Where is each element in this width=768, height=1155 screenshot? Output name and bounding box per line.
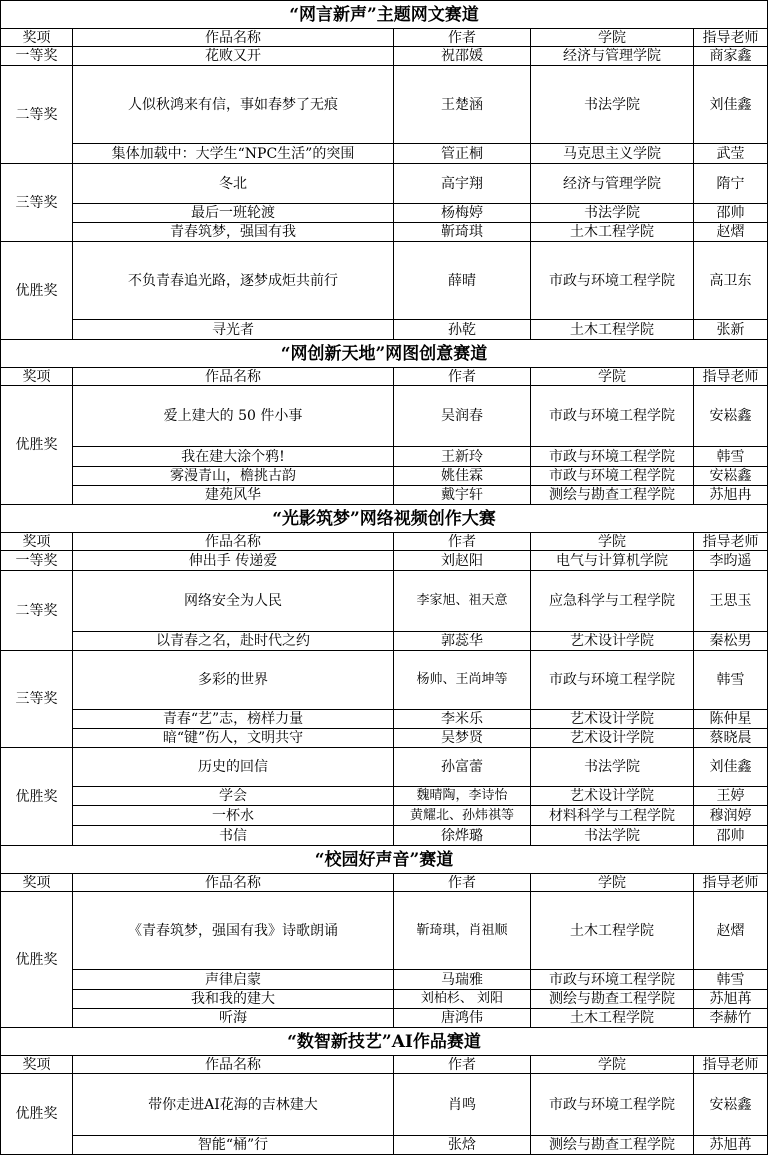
table-row: [1, 729, 768, 748]
header-award: 奖项: [1, 1056, 73, 1074]
teacher-cell: 赵熠: [694, 223, 768, 242]
header-author: 作者: [394, 874, 531, 892]
teacher-cell: 韩雪: [694, 970, 768, 990]
college-cell: 书法学院: [531, 826, 694, 846]
teacher-cell: 王思玉: [694, 571, 768, 632]
work-title-cell: 听海: [73, 1009, 394, 1028]
award-cell: 三等奖: [1, 651, 73, 748]
teacher-cell: 秦松男: [694, 632, 768, 651]
table-row: [1, 447, 768, 467]
header-college: 学院: [531, 1056, 694, 1074]
work-title-cell: 青春“艺”志，榜样力量: [73, 710, 394, 729]
author-cell: 杨帅、王尚坤等: [394, 651, 531, 710]
header-work: 作品名称: [73, 368, 394, 386]
header-college: 学院: [531, 29, 694, 47]
table-row: [1, 651, 768, 710]
author-cell: 唐鸿伟: [394, 1009, 531, 1028]
college-cell: 市政与环境工程学院: [531, 651, 694, 710]
work-title-cell: 人似秋鸿来有信，事如春梦了无痕: [73, 66, 394, 144]
table-row: [1, 990, 768, 1009]
college-cell: 土木工程学院: [531, 892, 694, 970]
header-teacher: 指导老师: [694, 874, 768, 892]
author-cell: 靳琦琪: [394, 223, 531, 242]
header-row: [1, 533, 768, 551]
awards-table-body: [1, 1, 768, 1155]
work-title-cell: 我和我的建大: [73, 990, 394, 1009]
teacher-cell: 蔡晓晨: [694, 729, 768, 748]
award-cell: 优胜奖: [1, 386, 73, 505]
teacher-cell: 李赫竹: [694, 1009, 768, 1028]
teacher-cell: 安崧鑫: [694, 386, 768, 447]
teacher-cell: 苏旭苒: [694, 1136, 768, 1155]
header-teacher: 指导老师: [694, 1056, 768, 1074]
work-title-cell: 以青春之名，赴时代之约: [73, 632, 394, 651]
section-title: “校园好声音”赛道: [1, 846, 768, 874]
work-title-cell: 不负青春追光路，逐梦成炬共前行: [73, 242, 394, 320]
college-cell: 电气与计算机学院: [531, 551, 694, 571]
college-cell: 市政与环境工程学院: [531, 242, 694, 320]
section-title-row: [1, 340, 768, 368]
teacher-cell: 穆润婷: [694, 806, 768, 826]
header-author: 作者: [394, 29, 531, 47]
header-row: [1, 874, 768, 892]
table-row: [1, 386, 768, 447]
table-row: [1, 748, 768, 787]
author-cell: 戴宇轩: [394, 486, 531, 505]
author-cell: 马瑞雅: [394, 970, 531, 990]
table-row: [1, 223, 768, 242]
college-cell: 市政与环境工程学院: [531, 1074, 694, 1136]
work-title-cell: 智能“桶”行: [73, 1136, 394, 1155]
author-cell: 张焓: [394, 1136, 531, 1155]
table-row: [1, 1136, 768, 1155]
table-row: [1, 467, 768, 486]
college-cell: 土木工程学院: [531, 320, 694, 340]
award-cell: 二等奖: [1, 571, 73, 651]
author-cell: 黄耀北、孙炜祺等: [394, 806, 531, 826]
author-cell: 祝邵媛: [394, 47, 531, 66]
work-title-cell: 书信: [73, 826, 394, 846]
author-cell: 吴梦贤: [394, 729, 531, 748]
award-cell: 优胜奖: [1, 1074, 73, 1155]
teacher-cell: 韩雪: [694, 651, 768, 710]
work-title-cell: 花败又开: [73, 47, 394, 66]
work-title-cell: 带你走进AI花海的吉林建大: [73, 1074, 394, 1136]
teacher-cell: 苏旭冉: [694, 486, 768, 505]
header-award: 奖项: [1, 368, 73, 386]
work-title-cell: 《青春筑梦，强国有我》诗歌朗诵: [73, 892, 394, 970]
college-cell: 经济与管理学院: [531, 164, 694, 204]
college-cell: 应急科学与工程学院: [531, 571, 694, 632]
college-cell: 市政与环境工程学院: [531, 386, 694, 447]
award-cell: 优胜奖: [1, 242, 73, 340]
section-title-row: [1, 1028, 768, 1056]
table-row: [1, 144, 768, 164]
table-row: [1, 1074, 768, 1136]
table-row: [1, 164, 768, 204]
teacher-cell: 刘佳鑫: [694, 748, 768, 787]
author-cell: 靳琦琪，肖祖顺: [394, 892, 531, 970]
author-cell: 孙乾: [394, 320, 531, 340]
header-college: 学院: [531, 533, 694, 551]
work-title-cell: 声律启蒙: [73, 970, 394, 990]
author-cell: 王楚涵: [394, 66, 531, 144]
college-cell: 书法学院: [531, 204, 694, 223]
award-cell: 一等奖: [1, 551, 73, 571]
header-teacher: 指导老师: [694, 29, 768, 47]
table-row: [1, 242, 768, 320]
section-title-row: [1, 846, 768, 874]
table-row: [1, 787, 768, 806]
author-cell: 孙富蕾: [394, 748, 531, 787]
teacher-cell: 邵帅: [694, 204, 768, 223]
college-cell: 书法学院: [531, 748, 694, 787]
teacher-cell: 张新: [694, 320, 768, 340]
table-row: [1, 970, 768, 990]
college-cell: 测绘与勘查工程学院: [531, 1136, 694, 1155]
header-author: 作者: [394, 368, 531, 386]
section-title: “数智新技艺”AI作品赛道: [1, 1028, 768, 1056]
header-row: [1, 29, 768, 47]
teacher-cell: 安崧鑫: [694, 467, 768, 486]
table-row: [1, 47, 768, 66]
author-cell: 管正桐: [394, 144, 531, 164]
section-title: “网言新声”主题网文赛道: [1, 1, 768, 29]
header-award: 奖项: [1, 874, 73, 892]
teacher-cell: 苏旭苒: [694, 990, 768, 1009]
work-title-cell: 历史的回信: [73, 748, 394, 787]
author-cell: 姚佳霖: [394, 467, 531, 486]
college-cell: 经济与管理学院: [531, 47, 694, 66]
college-cell: 市政与环境工程学院: [531, 467, 694, 486]
teacher-cell: 赵熠: [694, 892, 768, 970]
college-cell: 材料科学与工程学院: [531, 806, 694, 826]
work-title-cell: 学会: [73, 787, 394, 806]
author-cell: 王新玲: [394, 447, 531, 467]
table-row: [1, 571, 768, 632]
work-title-cell: 集体加载中：大学生“NPC生活”的突围: [73, 144, 394, 164]
work-title-cell: 最后一班轮渡: [73, 204, 394, 223]
award-cell: 一等奖: [1, 47, 73, 66]
header-row: [1, 368, 768, 386]
award-cell: 二等奖: [1, 66, 73, 164]
header-author: 作者: [394, 1056, 531, 1074]
teacher-cell: 李昀遥: [694, 551, 768, 571]
teacher-cell: 隋宁: [694, 164, 768, 204]
work-title-cell: 多彩的世界: [73, 651, 394, 710]
header-college: 学院: [531, 874, 694, 892]
college-cell: 测绘与勘查工程学院: [531, 486, 694, 505]
author-cell: 徐烨璐: [394, 826, 531, 846]
header-teacher: 指导老师: [694, 533, 768, 551]
author-cell: 魏晴陶，李诗怡: [394, 787, 531, 806]
college-cell: 市政与环境工程学院: [531, 970, 694, 990]
teacher-cell: 王婷: [694, 787, 768, 806]
table-row: [1, 1009, 768, 1028]
work-title-cell: 伸出手 传递爱: [73, 551, 394, 571]
college-cell: 书法学院: [531, 66, 694, 144]
table-row: [1, 710, 768, 729]
author-cell: 郭蕊华: [394, 632, 531, 651]
college-cell: 测绘与勘查工程学院: [531, 990, 694, 1009]
college-cell: 土木工程学院: [531, 223, 694, 242]
college-cell: 艺术设计学院: [531, 632, 694, 651]
section-title-row: [1, 1, 768, 29]
award-cell: 优胜奖: [1, 892, 73, 1028]
table-row: [1, 320, 768, 340]
header-author: 作者: [394, 533, 531, 551]
teacher-cell: 韩雪: [694, 447, 768, 467]
header-award: 奖项: [1, 29, 73, 47]
table-row: [1, 204, 768, 223]
section-title-row: [1, 505, 768, 533]
header-work: 作品名称: [73, 1056, 394, 1074]
author-cell: 李家旭、祖天意: [394, 571, 531, 632]
college-cell: 土木工程学院: [531, 1009, 694, 1028]
table-row: [1, 826, 768, 846]
header-work: 作品名称: [73, 874, 394, 892]
award-cell: 三等奖: [1, 164, 73, 242]
college-cell: 艺术设计学院: [531, 710, 694, 729]
college-cell: 马克思主义学院: [531, 144, 694, 164]
header-row: [1, 1056, 768, 1074]
table-row: [1, 806, 768, 826]
header-teacher: 指导老师: [694, 368, 768, 386]
work-title-cell: 青春筑梦，强国有我: [73, 223, 394, 242]
section-title: “网创新天地”网图创意赛道: [1, 340, 768, 368]
header-award: 奖项: [1, 533, 73, 551]
college-cell: 艺术设计学院: [531, 787, 694, 806]
teacher-cell: 武莹: [694, 144, 768, 164]
teacher-cell: 商家鑫: [694, 47, 768, 66]
teacher-cell: 邵帅: [694, 826, 768, 846]
author-cell: 刘赵阳: [394, 551, 531, 571]
table-row: [1, 632, 768, 651]
teacher-cell: 陈仲星: [694, 710, 768, 729]
teacher-cell: 刘佳鑫: [694, 66, 768, 144]
work-title-cell: 我在建大涂个鸦!: [73, 447, 394, 467]
work-title-cell: 爱上建大的 50 件小事: [73, 386, 394, 447]
college-cell: 市政与环境工程学院: [531, 447, 694, 467]
section-title: “光影筑梦”网络视频创作大赛: [1, 505, 768, 533]
author-cell: 李米乐: [394, 710, 531, 729]
table-row: [1, 66, 768, 144]
author-cell: 杨梅婷: [394, 204, 531, 223]
author-cell: 刘柏杉、 刘阳: [394, 990, 531, 1009]
header-work: 作品名称: [73, 29, 394, 47]
header-college: 学院: [531, 368, 694, 386]
work-title-cell: 雾漫青山，檐挑古韵: [73, 467, 394, 486]
header-work: 作品名称: [73, 533, 394, 551]
author-cell: 薛晴: [394, 242, 531, 320]
work-title-cell: 寻光者: [73, 320, 394, 340]
author-cell: 高宇翔: [394, 164, 531, 204]
author-cell: 吴润春: [394, 386, 531, 447]
teacher-cell: 高卫东: [694, 242, 768, 320]
table-row: [1, 486, 768, 505]
author-cell: 肖鸣: [394, 1074, 531, 1136]
work-title-cell: 一杯水: [73, 806, 394, 826]
college-cell: 艺术设计学院: [531, 729, 694, 748]
work-title-cell: 暗“键”伤人，文明共守: [73, 729, 394, 748]
award-cell: 优胜奖: [1, 748, 73, 846]
work-title-cell: 冬北: [73, 164, 394, 204]
table-row: [1, 551, 768, 571]
table-row: [1, 892, 768, 970]
work-title-cell: 网络安全为人民: [73, 571, 394, 632]
work-title-cell: 建苑风华: [73, 486, 394, 505]
teacher-cell: 安崧鑫: [694, 1074, 768, 1136]
